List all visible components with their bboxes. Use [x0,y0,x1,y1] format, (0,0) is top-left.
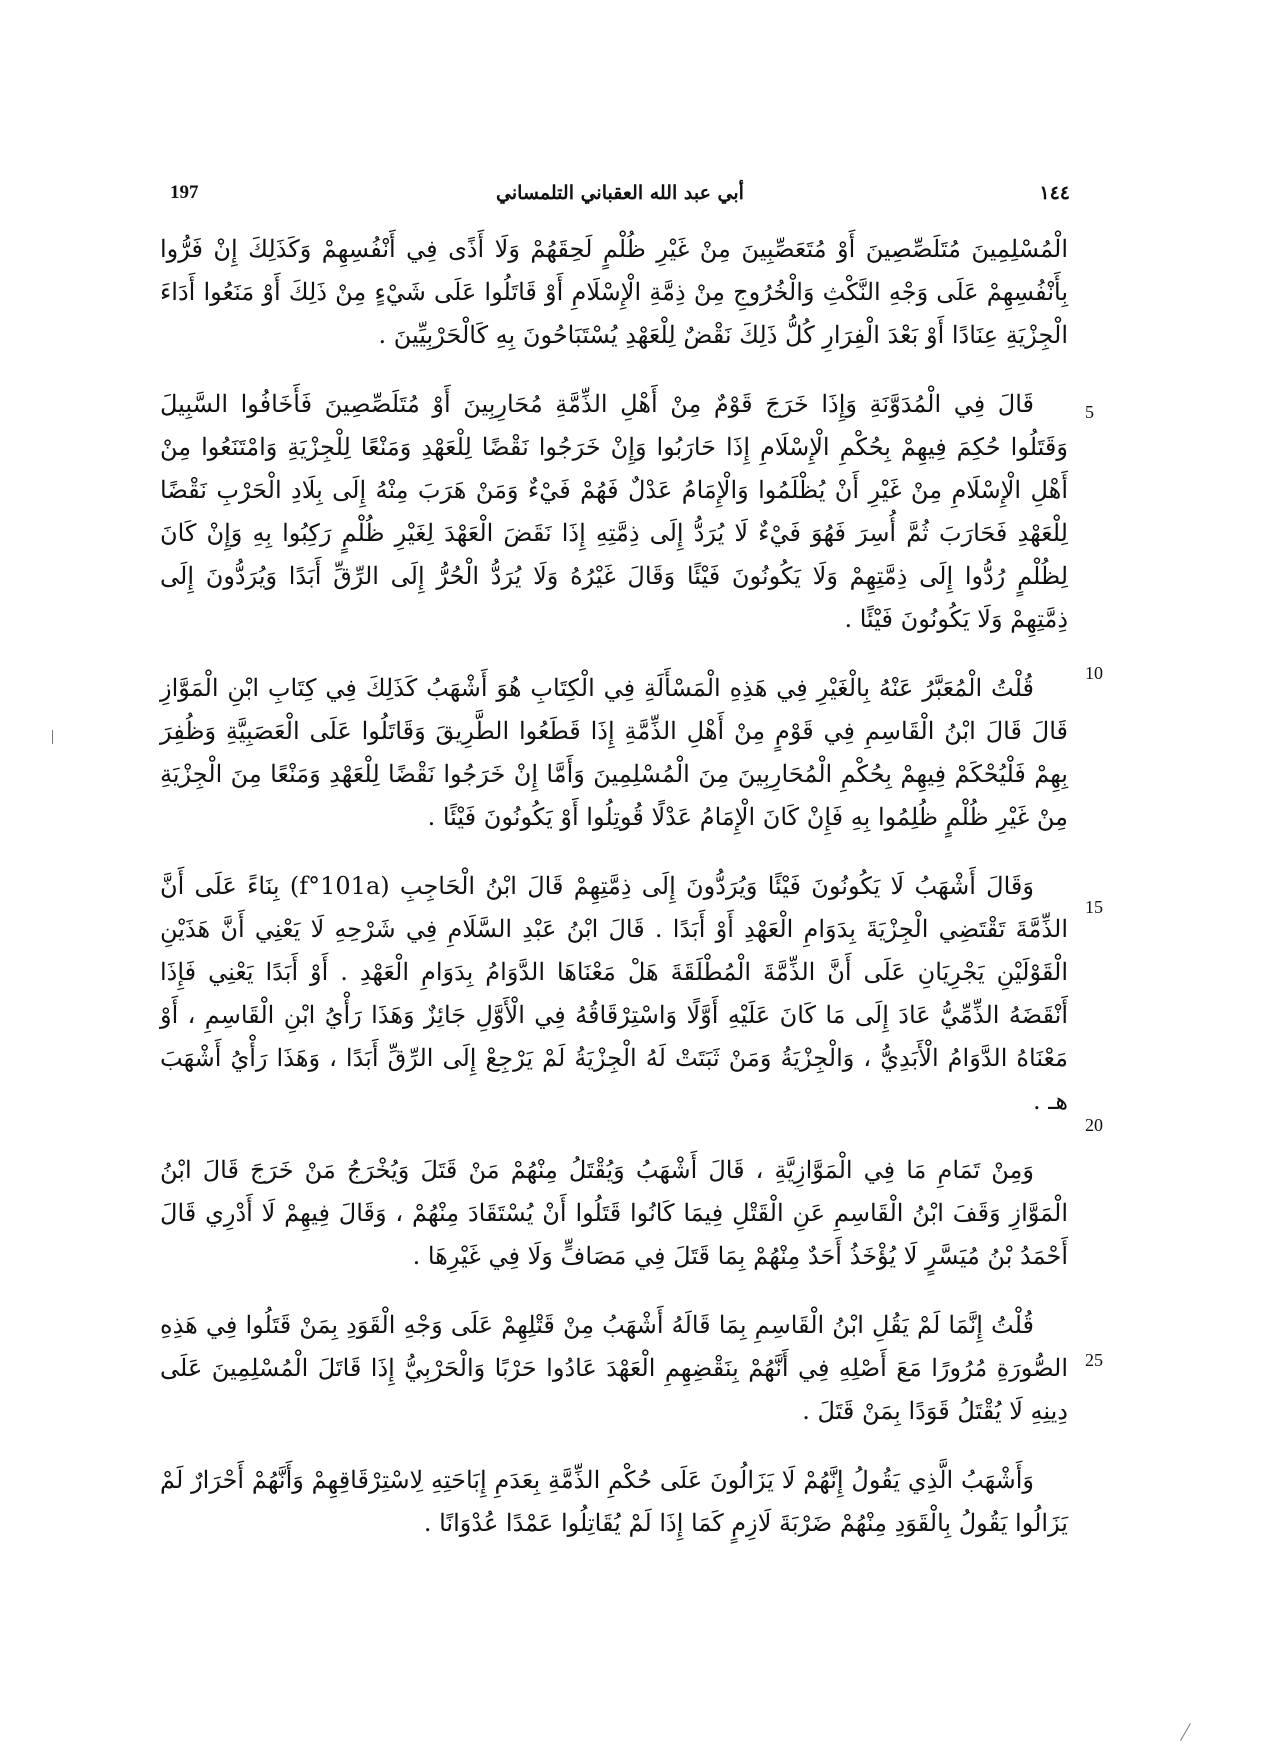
line-number: 5 [1085,402,1094,422]
paragraph [160,1304,1068,1433]
page-number: 197 [170,182,199,203]
paragraph-text: وَأَشْهَبُ الَّذِي يَقُولُ إِنَّهُمْ لَا يَزَالُونَ عَلَى حُكْمِ الذِّمَّةِ بِعَدَمِ إِبَاحَتِهِ لِاسْتِرْقَاقِهِمْ وَأَنَّهُمْ أَحْرَارٌ لَمْ يَزَالُوا يَقُولُ بِالْقَوَدِ مِنْهُمْ ضَرْبَةَ لَازِمٍ كَمَا إِذَا لَمْ يُقَاتِلُوا عَمْدًا عُدْوَانًا . [160,1466,1068,1537]
line-number: 15 [1085,897,1103,917]
page-header [170,182,1070,212]
line-number: 20 [1085,1115,1103,1135]
scan-speck [1180,1723,1191,1741]
paragraph [160,865,1068,1123]
line-number: 10 [1085,663,1103,683]
paragraph [160,228,1068,357]
paragraph-text: الْمُسْلِمِينَ مُتَلَصِّصِينَ أَوْ مُتَعَصِّبِينَ مِنْ غَيْرِ ظُلْمٍ لَحِقَهُمْ وَلَا أَذًى فِي أَنْفُسِهِمْ وَكَذَلِكَ إِنْ فَرُّوا بِأَنْفُسِهِمْ عَلَى وَجْهِ النَّكْثِ وَالْخُرُوجِ مِنْ ذِمَّةِ الْإِسْلَامِ أَوْ قَاتَلُوا عَلَى شَيْءٍ مِنْ ذَلِكَ أَوْ مَنَعُوا أَدَاءَ الْجِزْيَةِ عِنَادًا أَوْ بَعْدَ الْفِرَارِ كُلُّ ذَلِكَ نَقْضٌ لِلْعَهْدِ يُسْتَبَاحُونَ بِهِ كَالْحَرْبِيِّينَ . [160,235,1068,349]
paragraph [160,383,1068,641]
folio-number-arabic: ١٤٤ [1039,182,1070,204]
paragraph-text: قُلْتُ إِنَّمَا لَمْ يَقُلِ ابْنُ الْقَاسِمِ بِمَا قَالَهُ أَشْهَبُ مِنْ قَتْلِهِمْ عَلَى وَجْهِ الْقَوَدِ بِمَنْ قَتَلُوا فِي هَذِهِ الصُّورَةِ مُرُورًا مَعَ أَصْلِهِ فِي أَنَّهُمْ بِنَقْضِهِمِ الْعَهْدَ عَادُوا حَرْبًا وَالْحَرْبِيُّ إِذَا قَاتَلَ الْمُسْلِمِينَ عَلَى دِينِهِ لَا يُقْتَلُ قَوَدًا بِمَنْ قَتَلَ . [160,1311,1069,1425]
main-text [160,228,1068,1545]
paragraph [160,667,1068,839]
line-number: 25 [1085,1350,1103,1370]
paragraph-text: وَقَالَ أَشْهَبُ لَا يَكُونُونَ فَيْئًا وَيُرَدُّونَ إِلَى ذِمَّتِهِمْ قَالَ ابْنُ الْحَاجِبِ (f°101a) بِنَاءً عَلَى أَنَّ الذِّمَّةَ تَقْتَضِي الْجِزْيَةَ بِدَوَامِ الْعَهْدِ أَوْ أَبَدًا . قَالَ ابْنُ عَبْدِ السَّلَامِ فِي شَرْحِهِ لَا يَعْنِي أَنَّ هَذَيْنِ الْقَوْلَيْنِ يَجْرِيَانِ عَلَى أَنَّ الذِّمَّةَ الْمُطْلَقَةَ هَلْ مَعْنَاهَا الدَّوَامُ بِدَوَامِ الْعَهْدِ . أَوْ أَبَدًا يَعْنِي فَإِذَا أَنْقَضَهُ الذِّمِّيُّ عَادَ إِلَى مَا كَانَ عَلَيْهِ أَوَّلًا وَاسْتِرْقَاقُهُ فِي الْأَوَّلِ جَائِزٌ وَهَذَا رَأْيُ ابْنِ الْقَاسِمِ ، أَوْ مَعْنَاهُ الدَّوَامُ الْأَبَدِيُّ ، وَالْجِزْيَةُ وَمَنْ ثَبَتَتْ لَهُ الْجِزْيَةُ لَمْ يَرْجِعْ إِلَى الرِّقِّ أَبَدًا ، وَهَذَا رَأْيُ أَشْهَبَ هـ . [160,872,1068,1115]
scan-speck [52,730,53,744]
paragraph-text: قُلْتُ الْمُعَبَّرُ عَنْهُ بِالْغَيْرِ فِي هَذِهِ الْمَسْأَلَةِ فِي الْكِتَابِ هُوَ أَشْهَبُ كَذَلِكَ فِي كِتَابِ ابْنِ الْمَوَّازِ قَالَ قَالَ ابْنُ الْقَاسِمِ فِي قَوْمٍ مِنْ أَهْلِ الذِّمَّةِ إِذَا قَطَعُوا الطَّرِيقَ وَقَاتَلُوا عَلَى الْعَصَبِيَّةِ وَظُفِرَ بِهِمْ فَلْيُحْكَمْ فِيهِمْ بِحُكْمِ الْمُحَارِبِينَ مِنَ الْمُسْلِمِينَ وَأَمَّا إِنْ خَرَجُوا نَقْضًا لِلْعَهْدِ وَمَنْعًا مِنَ الْجِزْيَةِ مِنْ غَيْرِ ظُلْمٍ ظُلِمُوا بِهِ فَإِنْ كَانَ الْإِمَامُ عَدْلًا قُوتِلُوا أَوْ يَكُونُونَ فَيْئًا . [160,674,1068,831]
paragraph-text: قَالَ فِي الْمُدَوَّنَةِ وَإِذَا خَرَجَ قَوْمٌ مِنْ أَهْلِ الذِّمَّةِ مُحَارِبِينَ أَوْ مُتَلَصِّصِينَ فَأَخَافُوا السَّبِيلَ وَقَتَلُوا حُكِمَ فِيهِمْ بِحُكْمِ الْإِسْلَامِ إِذَا حَارَبُوا وَإِنْ خَرَجُوا نَقْضًا لِلْعَهْدِ وَمَنْعًا لِلْجِزْيَةِ وَامْتَنَعُوا مِنْ أَهْلِ الْإِسْلَامِ مِنْ غَيْرِ أَنْ يُظْلَمُوا وَالْإِمَامُ عَدْلٌ فَهُمْ فَيْءٌ وَمَنْ هَرَبَ مِنْهُ إِلَى بِلَادِ الْحَرْبِ نَقْضًا لِلْعَهْدِ فَحَارَبَ ثُمَّ أُسِرَ فَهُوَ فَيْءٌ لَا يُرَدُّ إِلَى ذِمَّتِهِ إِذَا نَقَضَ الْعَهْدَ لِغَيْرِ ظُلْمٍ رَكِبُوا بِهِ وَإِنْ كَانَ لِظُلْمٍ رُدُّوا إِلَى ذِمَّتِهِمْ وَلَا يَكُونُونَ فَيْئًا وَقَالَ غَيْرُهُ وَلَا يُرَدُّ الْحُرُّ إِلَى الرِّقِّ أَبَدًا وَيُرَدُّونَ إِلَى ذِمَّتِهِمْ وَلَا يَكُونُونَ فَيْئًا . [160,390,1068,633]
paragraph-text: وَمِنْ تَمَامِ مَا فِي الْمَوَّازِيَّةِ ، قَالَ أَشْهَبُ وَيُقْتَلُ مِنْهُمْ مَنْ قَتَلَ وَيُخْرَجُ مَنْ خَرَجَ قَالَ ابْنُ الْمَوَّازِ وَقَفَ ابْنُ الْقَاسِمِ عَنِ الْقَتْلِ فِيمَا كَانُوا قَتَلُوا أَنْ يُسْتَقَادَ مِنْهُمْ ، وَقَالَ فِيهِمْ لَا أَدْرِي قَالَ أَحْمَدُ بْنُ مُيَسَّرٍ لَا يُؤْخَذُ أَحَدٌ مِنْهُمْ بِمَا قَتَلَ فِي مَصَافٍّ وَلَا فِي غَيْرِهَا . [160,1156,1068,1270]
line-number-margin [1085,0,1125,1748]
paragraph [160,1459,1068,1545]
paragraph [160,1149,1068,1278]
running-title: أبي عبد الله العقباني التلمساني [496,182,744,204]
